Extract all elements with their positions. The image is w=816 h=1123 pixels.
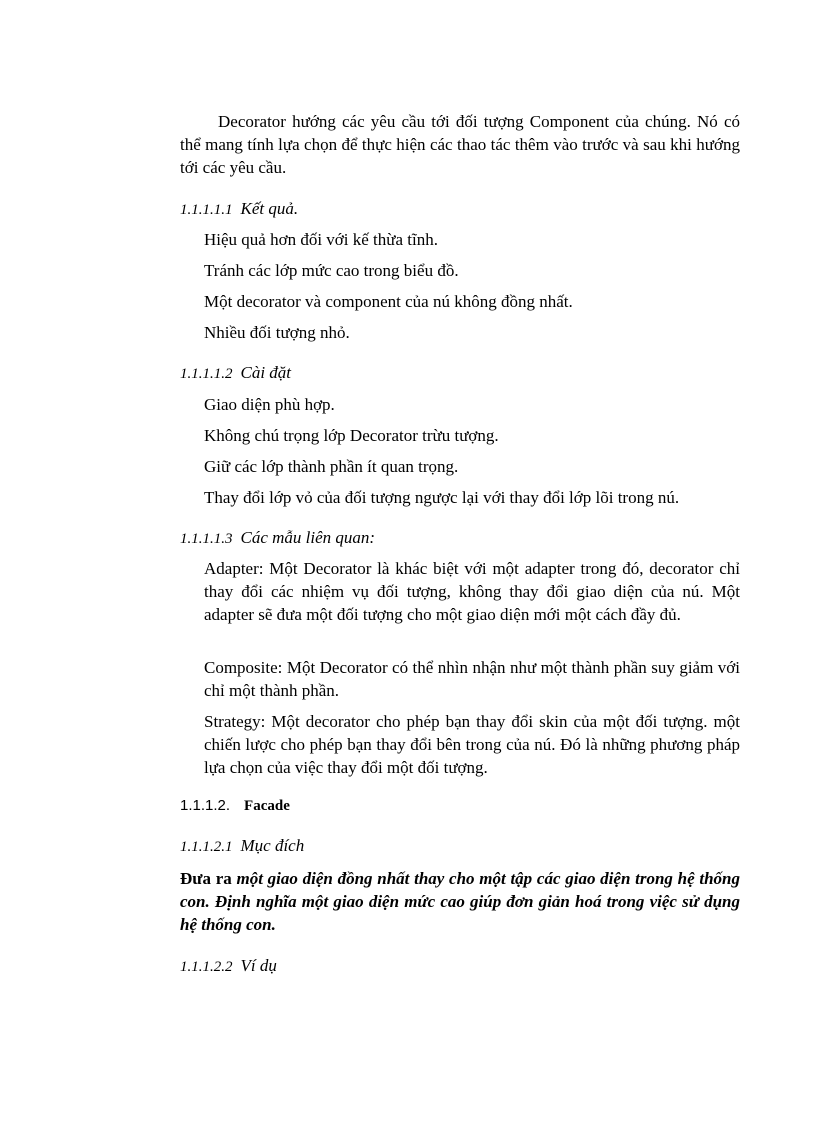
related-pattern-composite: Composite: Một Decorator có thể nhìn nhận như một thành phần suy giảm với chỉ một thành phần. xyxy=(204,658,740,700)
heading-vi-du xyxy=(180,955,277,978)
purpose-text: một giao diện đồng nhất thay cho một tập các giao diện trong hệ thống con. Định nghĩa một giao diện mức cao giúp đơn giản hoá trong việc sử dụng hệ thống con. xyxy=(180,869,740,934)
heading-title: Kết quả. xyxy=(240,199,299,218)
heading-number: 1.1.1.1.1 xyxy=(180,202,233,218)
related-pattern-strategy: Strategy: Một decorator cho phép bạn thay đổi skin của một đối tượng. một chiến lược cho phép bạn thay đổi bên trong của nú. Đó là những phương pháp lựa chọn của việc thay đổi một đối tượng. xyxy=(204,712,740,777)
related-pattern-adapter: Adapter: Một Decorator là khác biệt với một adapter trong đó, decorator chỉ thay đổi các nhiệm vụ đối tượng, không thay đổi giao diện của nú. Một adapter sẽ đưa một đối tượng cho một giao diện mới một cách đầy đủ. xyxy=(204,559,740,624)
heading-title: Ví dụ xyxy=(240,956,277,975)
list-item: Không chú trọng lớp Decorator trừu tượng. xyxy=(204,426,499,445)
heading-cai-dat xyxy=(180,362,291,385)
heading-title: Các mẫu liên quan: xyxy=(240,528,376,547)
heading-title: Facade xyxy=(244,798,290,814)
heading-number: 1.1.1.1.2 xyxy=(180,366,233,382)
list-item: Thay đổi lớp vỏ của đối tượng ngược lại với thay đổi lớp lõi trong nú. xyxy=(204,488,680,507)
purpose-lead: Đưa ra xyxy=(180,869,232,888)
heading-ket-qua xyxy=(180,198,298,221)
purpose-paragraph xyxy=(180,867,740,936)
heading-number: 1.1.1.2.2 xyxy=(180,959,233,975)
heading-number: 1.1.1.2.1 xyxy=(180,839,233,855)
heading-number: 1.1.1.2. xyxy=(180,797,231,814)
list-item: Giữ các lớp thành phần ít quan trọng. xyxy=(204,457,459,476)
list-item: Hiệu quả hơn đối với kế thừa tĩnh. xyxy=(204,230,438,249)
list-item: Giao diện phù hợp. xyxy=(204,395,335,414)
heading-title: Cài đặt xyxy=(240,363,292,382)
heading-facade xyxy=(180,795,290,817)
heading-mau-lien-quan xyxy=(180,527,375,550)
list-item: Nhiều đối tượng nhỏ. xyxy=(204,323,350,342)
list-item: Một decorator và component của nú không đồng nhất. xyxy=(204,292,573,311)
list-item: Tránh các lớp mức cao trong biểu đồ. xyxy=(204,261,459,280)
heading-number: 1.1.1.1.3 xyxy=(180,531,233,547)
heading-muc-dich xyxy=(180,835,304,858)
heading-title: Mục đích xyxy=(240,836,305,855)
intro-paragraph: Decorator hướng các yêu cầu tới đối tượng Component của chúng. Nó có thể mang tính lựa chọn để thực hiện các thao tác thêm vào trước và sau khi hướng tới các yêu cầu. xyxy=(180,112,740,177)
